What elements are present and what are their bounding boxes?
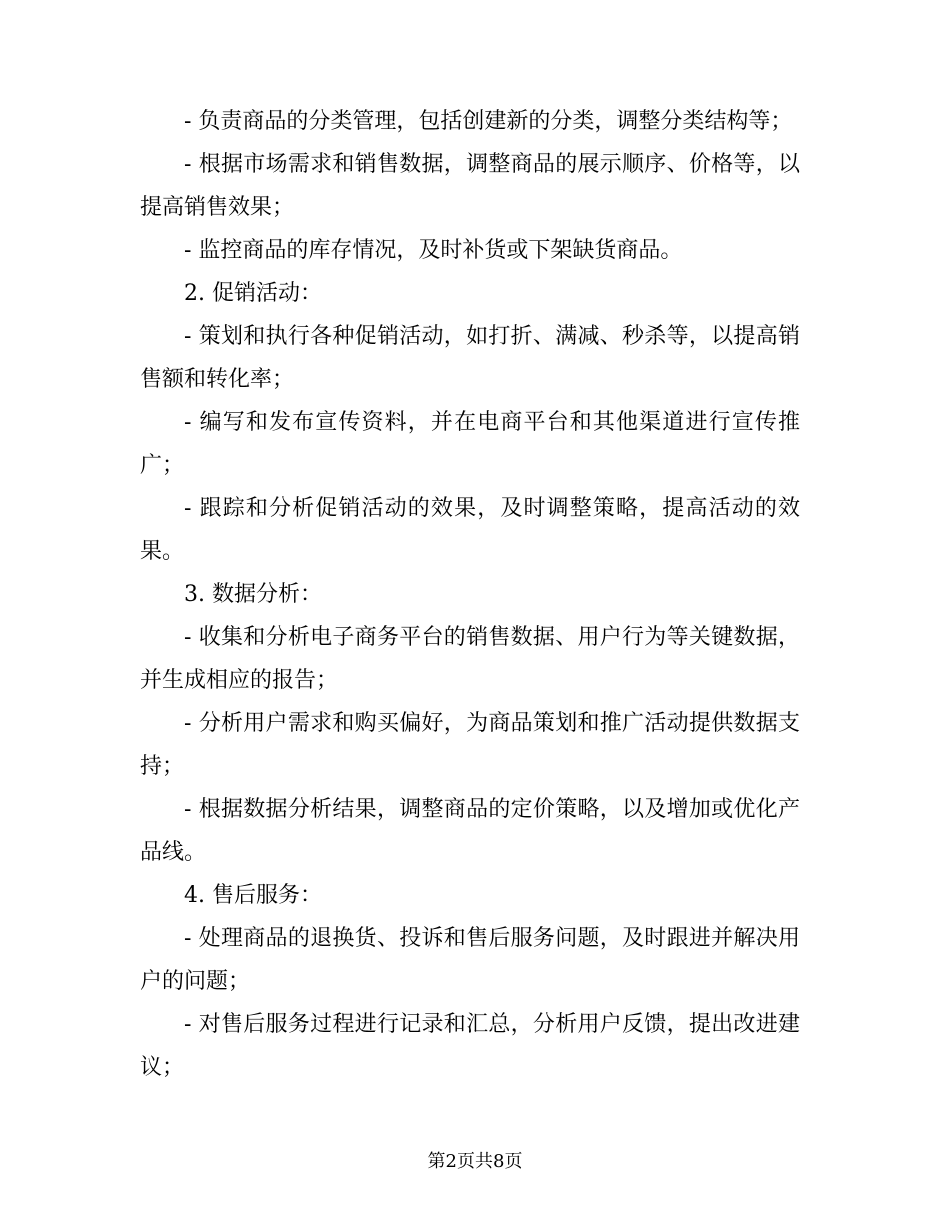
paragraph-data-collection: - 收集和分析电子商务平台的销售数据、用户行为等关键数据，并生成相应的报告； xyxy=(140,625,800,693)
paragraph-returns-handling: - 处理商品的退换货、投诉和售后服务问题，及时跟进并解决用户的问题； xyxy=(140,926,800,994)
page-number: 第2页共8页 xyxy=(427,1151,523,1172)
paragraph-category-management: - 负责商品的分类管理，包括创建新的分类，调整分类结构等； xyxy=(184,109,793,134)
section-heading-promotion: 2. 促销活动： xyxy=(184,281,322,306)
paragraph-promotion-materials: - 编写和发布宣传资料，并在电商平台和其他渠道进行宣传推广； xyxy=(140,410,800,478)
document-body xyxy=(140,100,800,1089)
paragraph-promotion-planning: - 策划和执行各种促销活动，如打折、满减、秒杀等，以提高销售额和转化率； xyxy=(140,324,800,392)
paragraph-promotion-tracking: - 跟踪和分析促销活动的效果，及时调整策略，提高活动的效果。 xyxy=(140,496,800,564)
paragraph-feedback-analysis: - 对售后服务过程进行记录和汇总，分析用户反馈，提出改进建议； xyxy=(140,1012,800,1080)
paragraph-pricing-strategy: - 根据数据分析结果，调整商品的定价策略，以及增加或优化产品线。 xyxy=(140,797,800,865)
paragraph-user-preferences: - 分析用户需求和购买偏好，为商品策划和推广活动提供数据支持； xyxy=(140,711,800,779)
paragraph-inventory-monitoring: - 监控商品的库存情况，及时补货或下架缺货商品。 xyxy=(184,238,683,263)
section-heading-data-analysis: 3. 数据分析： xyxy=(184,582,322,607)
section-heading-after-sales: 4. 售后服务： xyxy=(184,883,322,908)
paragraph-display-adjustment: - 根据市场需求和销售数据，调整商品的展示顺序、价格等，以提高销售效果； xyxy=(140,152,800,220)
